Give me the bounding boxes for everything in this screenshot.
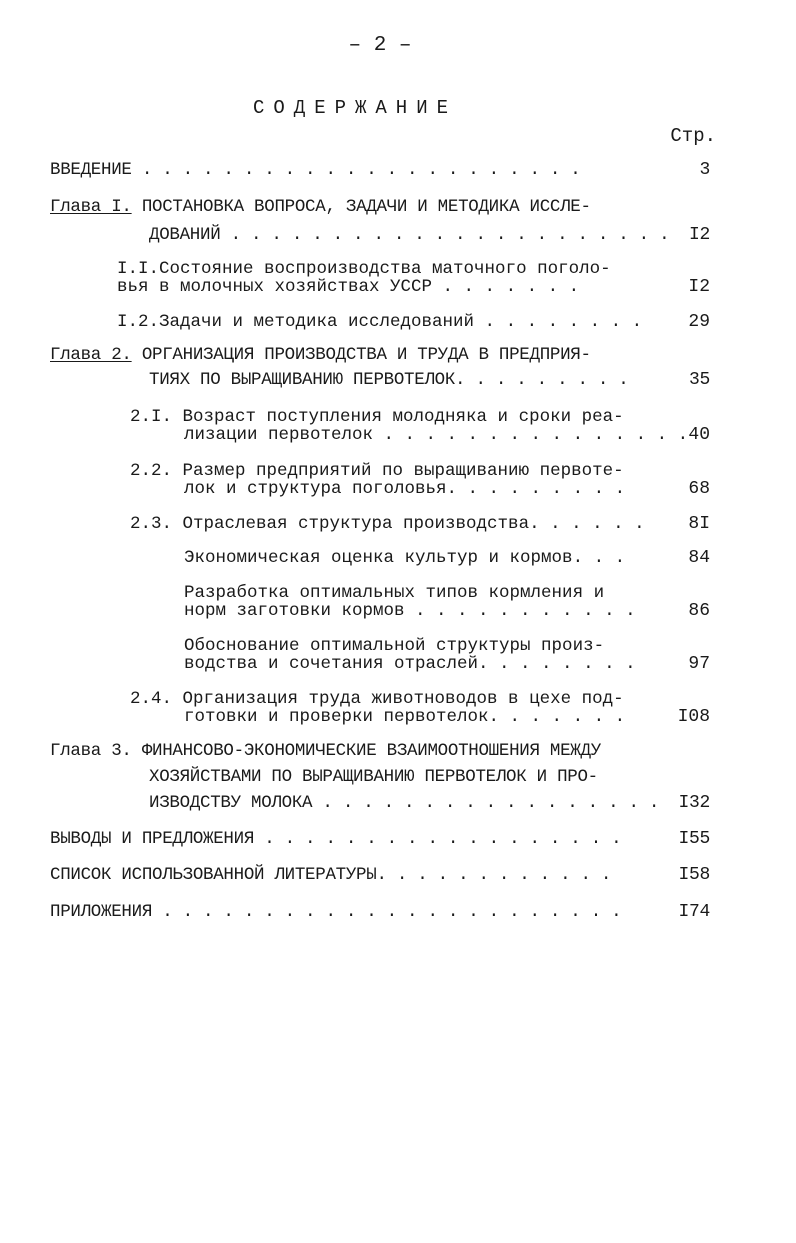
toc-entry-text: лизации первотелок . . . . . . . . . . . . . . . [184,425,689,445]
toc-entry-text: Экономическая оценка культур и кормов. . . [184,548,626,568]
toc-entry-text: СПИСОК ИСПОЛЬЗОВАННОЙ ЛИТЕРАТУРЫ. . . . . . . . . . . . [50,865,612,885]
toc-entry-text: ИЗВОДСТВУ МОЛОКА . . . . . . . . . . . . . . . . . [149,793,660,813]
toc-entry-text: ДОВАНИЙ . . . . . . . . . . . . . . . . . . . . . . [149,225,670,245]
toc-entry-text: ТИЯХ ПО ВЫРАЩИВАНИЮ ПЕРВОТЕЛОК. . . . . . . . . [149,370,629,390]
toc-page-number: 86 [688,601,710,621]
toc-entry-text: 2.4. Организация труда животноводов в цехе под- [130,689,624,709]
toc-entry-subsection-economic-evaluation [184,549,710,567]
toc-entry-text: готовки и проверки первотелок. . . . . . . [184,707,626,727]
page-number: – 2 – [348,34,412,57]
toc-entry-text: водства и сочетания отраслей. . . . . . . . [184,654,636,674]
toc-entry-section-2-2 [130,462,710,498]
toc-page-number: I74 [678,902,710,922]
toc-entry-text: норм заготовки кормов . . . . . . . . . . . [184,601,636,621]
toc-entry-text: ХОЗЯЙСТВАМИ ПО ВЫРАЩИВАНИЮ ПЕРВОТЕЛОК И ПРО- [149,767,598,787]
contents-title: СОДЕРЖАНИЕ [252,97,458,119]
page-column-label: Стр. [670,125,716,147]
toc-page-number: 3 [699,160,710,180]
toc-entry-subsection-feeding-types [184,584,710,620]
toc-page-number: I32 [678,793,710,813]
toc-entry-chapter-3 [50,742,710,812]
toc-entry-section-1-1 [117,260,710,296]
toc-page-number: I08 [677,707,710,727]
toc-page-number: 8I [688,514,710,534]
toc-entry-text: 2.3. Отраслевая структура производства. . . . . . [130,514,645,534]
toc-page-number: 84 [688,548,710,568]
toc-entry-text: ПОСТАНОВКА ВОПРОСА, ЗАДАЧИ И МЕТОДИКА ИССЛЕ- [131,197,591,217]
toc-entry-section-2-1 [130,408,710,444]
toc-entry-text: ПРИЛОЖЕНИЯ . . . . . . . . . . . . . . . . . . . . . . . [50,902,622,922]
toc-entry-section-2-3 [130,515,710,533]
toc-page-number: 29 [688,312,710,332]
toc-entry-text: 2.I. Возраст поступления молодняка и сроки реа- [130,407,624,427]
toc-entry-text: ВВЕДЕНИЕ . . . . . . . . . . . . . . . . . . . . . . [50,160,581,180]
toc-entry-conclusions [50,830,710,848]
toc-entry-section-1-2 [117,313,710,331]
chapter-label: Глава 2. [50,345,132,365]
toc-entry-subsection-production-structure [184,637,710,673]
toc-entry-text: вья в молочных хозяйствах УССР . . . . . . . [117,277,580,297]
toc-page-number: I2 [688,225,710,245]
toc-entry-appendices [50,903,710,921]
toc-entry-chapter-2 [50,346,710,389]
toc-entry-references [50,866,710,884]
toc-entry-text: лок и структура поголовья. . . . . . . . . [184,479,626,499]
toc-entry-text: Глава 3. ФИНАНСОВО-ЭКОНОМИЧЕСКИЕ ВЗАИМООТНОШЕНИЯ МЕЖДУ [50,741,601,761]
toc-entry-section-2-4 [130,690,710,726]
toc-page-number: I55 [678,829,710,849]
toc-page-number: 68 [688,479,710,499]
toc-page-number: 97 [688,654,710,674]
toc-entry-text: I.I.Состояние воспроизводства маточного поголо- [117,259,611,279]
toc-entry-text: ВЫВОДЫ И ПРЕДЛОЖЕНИЯ . . . . . . . . . . . . . . . . . . [50,829,622,849]
toc-entry-text: I.2.Задачи и методика исследований . . . . . . . . [117,312,643,332]
toc-entry-text: 2.2. Размер предприятий по выращиванию первоте- [130,461,624,481]
toc-entry-text: Разработка оптимальных типов кормления и [184,583,605,603]
toc-entry-introduction [50,161,710,179]
toc-page-number: I58 [678,865,710,885]
toc-entry-text: ОРГАНИЗАЦИЯ ПРОИЗВОДСТВА И ТРУДА В ПРЕДПРИЯ- [131,345,591,365]
chapter-label: Глава I. [50,197,132,217]
toc-entry-chapter-1 [50,198,710,244]
toc-entry-text: Обоснование оптимальной структуры произ- [184,636,605,656]
toc-page-number: 40 [688,425,710,445]
toc-page-number: I2 [688,277,710,297]
toc-page-number: 35 [688,370,710,390]
